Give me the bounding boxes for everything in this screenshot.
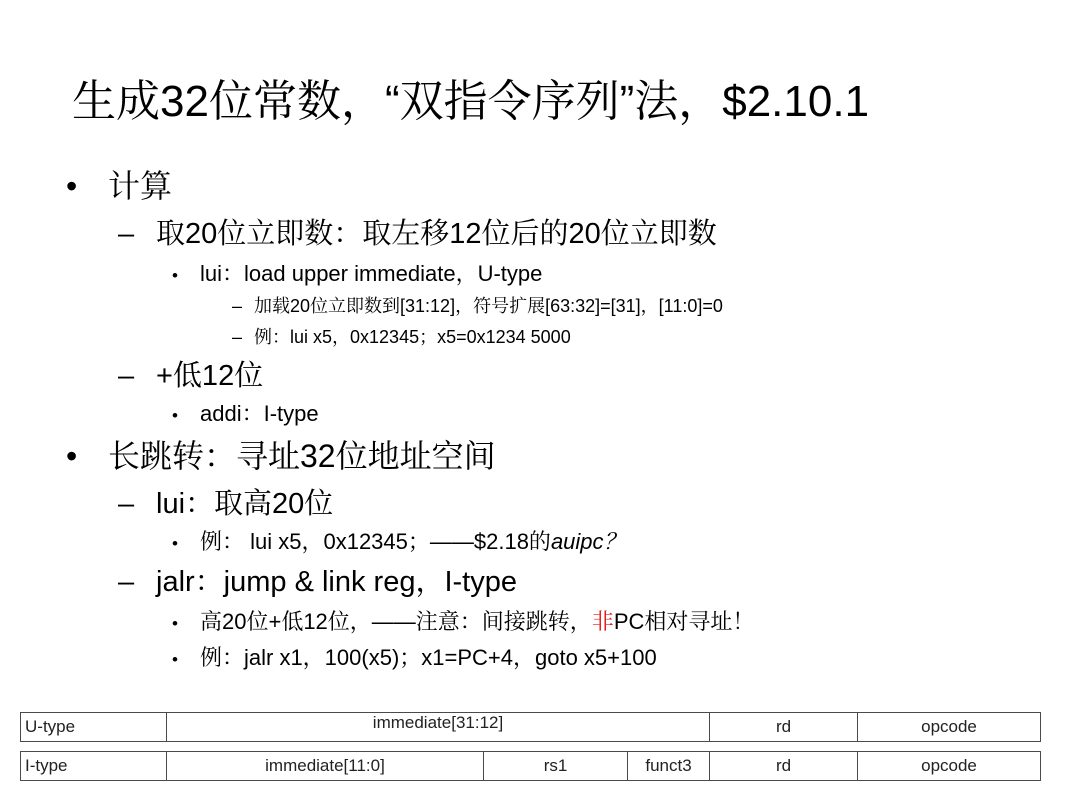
item-text: 例： lui x5，0x12345；——$2.18的 — [200, 529, 551, 554]
bullet-long-jump — [66, 436, 496, 476]
bullet-mark: • — [172, 650, 178, 669]
item-text: 高20位+低12位，——注意：间接跳转， — [200, 609, 592, 634]
emphasis-text: 非 — [591, 609, 614, 634]
immediate-cell: immediate[31:12] — [167, 713, 710, 742]
table-row-utype — [21, 713, 1041, 742]
bullet-compute — [66, 166, 172, 206]
opcode-cell: opcode — [858, 752, 1041, 781]
slide-title: 生成32位常数，“双指令序列”法，$2.10.1 — [72, 77, 870, 126]
bullet-text: 计算 — [108, 168, 173, 204]
bullet-mark: • — [66, 168, 78, 204]
immediate-cell: immediate[11:0] — [167, 752, 484, 781]
sub-lui-high20 — [118, 486, 333, 522]
instruction-format-table — [20, 712, 1041, 781]
item-lui-example — [172, 528, 626, 558]
dash-mark: – — [232, 327, 243, 347]
item-text-suffix: PC相对寻址！ — [613, 609, 755, 634]
rs1-cell: rs1 — [484, 752, 628, 781]
sub-text: lui：取高20位 — [156, 488, 334, 520]
item-text: 例：jalr x1，100(x5)；x1=PC+4，goto x5+100 — [200, 645, 657, 670]
item-text: lui：load upper immediate，U-type — [200, 261, 543, 286]
table-gap — [21, 742, 1041, 752]
table-row-itype — [21, 752, 1041, 781]
bullet-mark: • — [172, 534, 178, 553]
rd-cell: rd — [710, 713, 858, 742]
auipc-text: auipc — [550, 529, 604, 554]
sub-text: jalr：jump & link reg，I-type — [156, 566, 517, 598]
sub-plus-low12 — [118, 358, 263, 394]
bullet-mark: • — [66, 438, 78, 474]
sub-take20 — [118, 216, 717, 252]
item-jalr-note — [172, 608, 754, 638]
detail-text: 例：lui x5，0x12345；x5=0x1234 5000 — [254, 327, 571, 347]
sub-text: +低12位 — [156, 360, 264, 392]
format-type-cell: I-type — [21, 752, 167, 781]
format-type-cell: U-type — [21, 713, 167, 742]
dash-mark: – — [118, 218, 135, 250]
rd-cell: rd — [710, 752, 858, 781]
sub-jalr — [118, 564, 517, 600]
sub-text: 取20位立即数：取左移12位后的20位立即数 — [156, 218, 717, 250]
bullet-mark: • — [172, 614, 178, 633]
item-lui-desc — [172, 260, 542, 290]
bullet-mark: • — [172, 266, 178, 285]
dash-mark: – — [232, 296, 243, 316]
item-jalr-example — [172, 644, 657, 674]
item-addi — [172, 400, 319, 430]
bullet-text: 长跳转：寻址32位地址空间 — [108, 438, 496, 474]
funct3-cell: funct3 — [628, 752, 710, 781]
opcode-cell: opcode — [858, 713, 1041, 742]
bullet-mark: • — [172, 406, 178, 425]
question-mark: ？ — [603, 529, 626, 554]
item-text: addi：I-type — [200, 401, 319, 426]
detail-text: 加载20位立即数到[31:12]，符号扩展[63:32]=[31]，[11:0]=0 — [254, 296, 723, 316]
detail-lui-load — [232, 294, 723, 318]
dash-mark: – — [118, 488, 135, 520]
detail-lui-example — [232, 325, 571, 349]
dash-mark: – — [118, 566, 135, 598]
dash-mark: – — [118, 360, 135, 392]
